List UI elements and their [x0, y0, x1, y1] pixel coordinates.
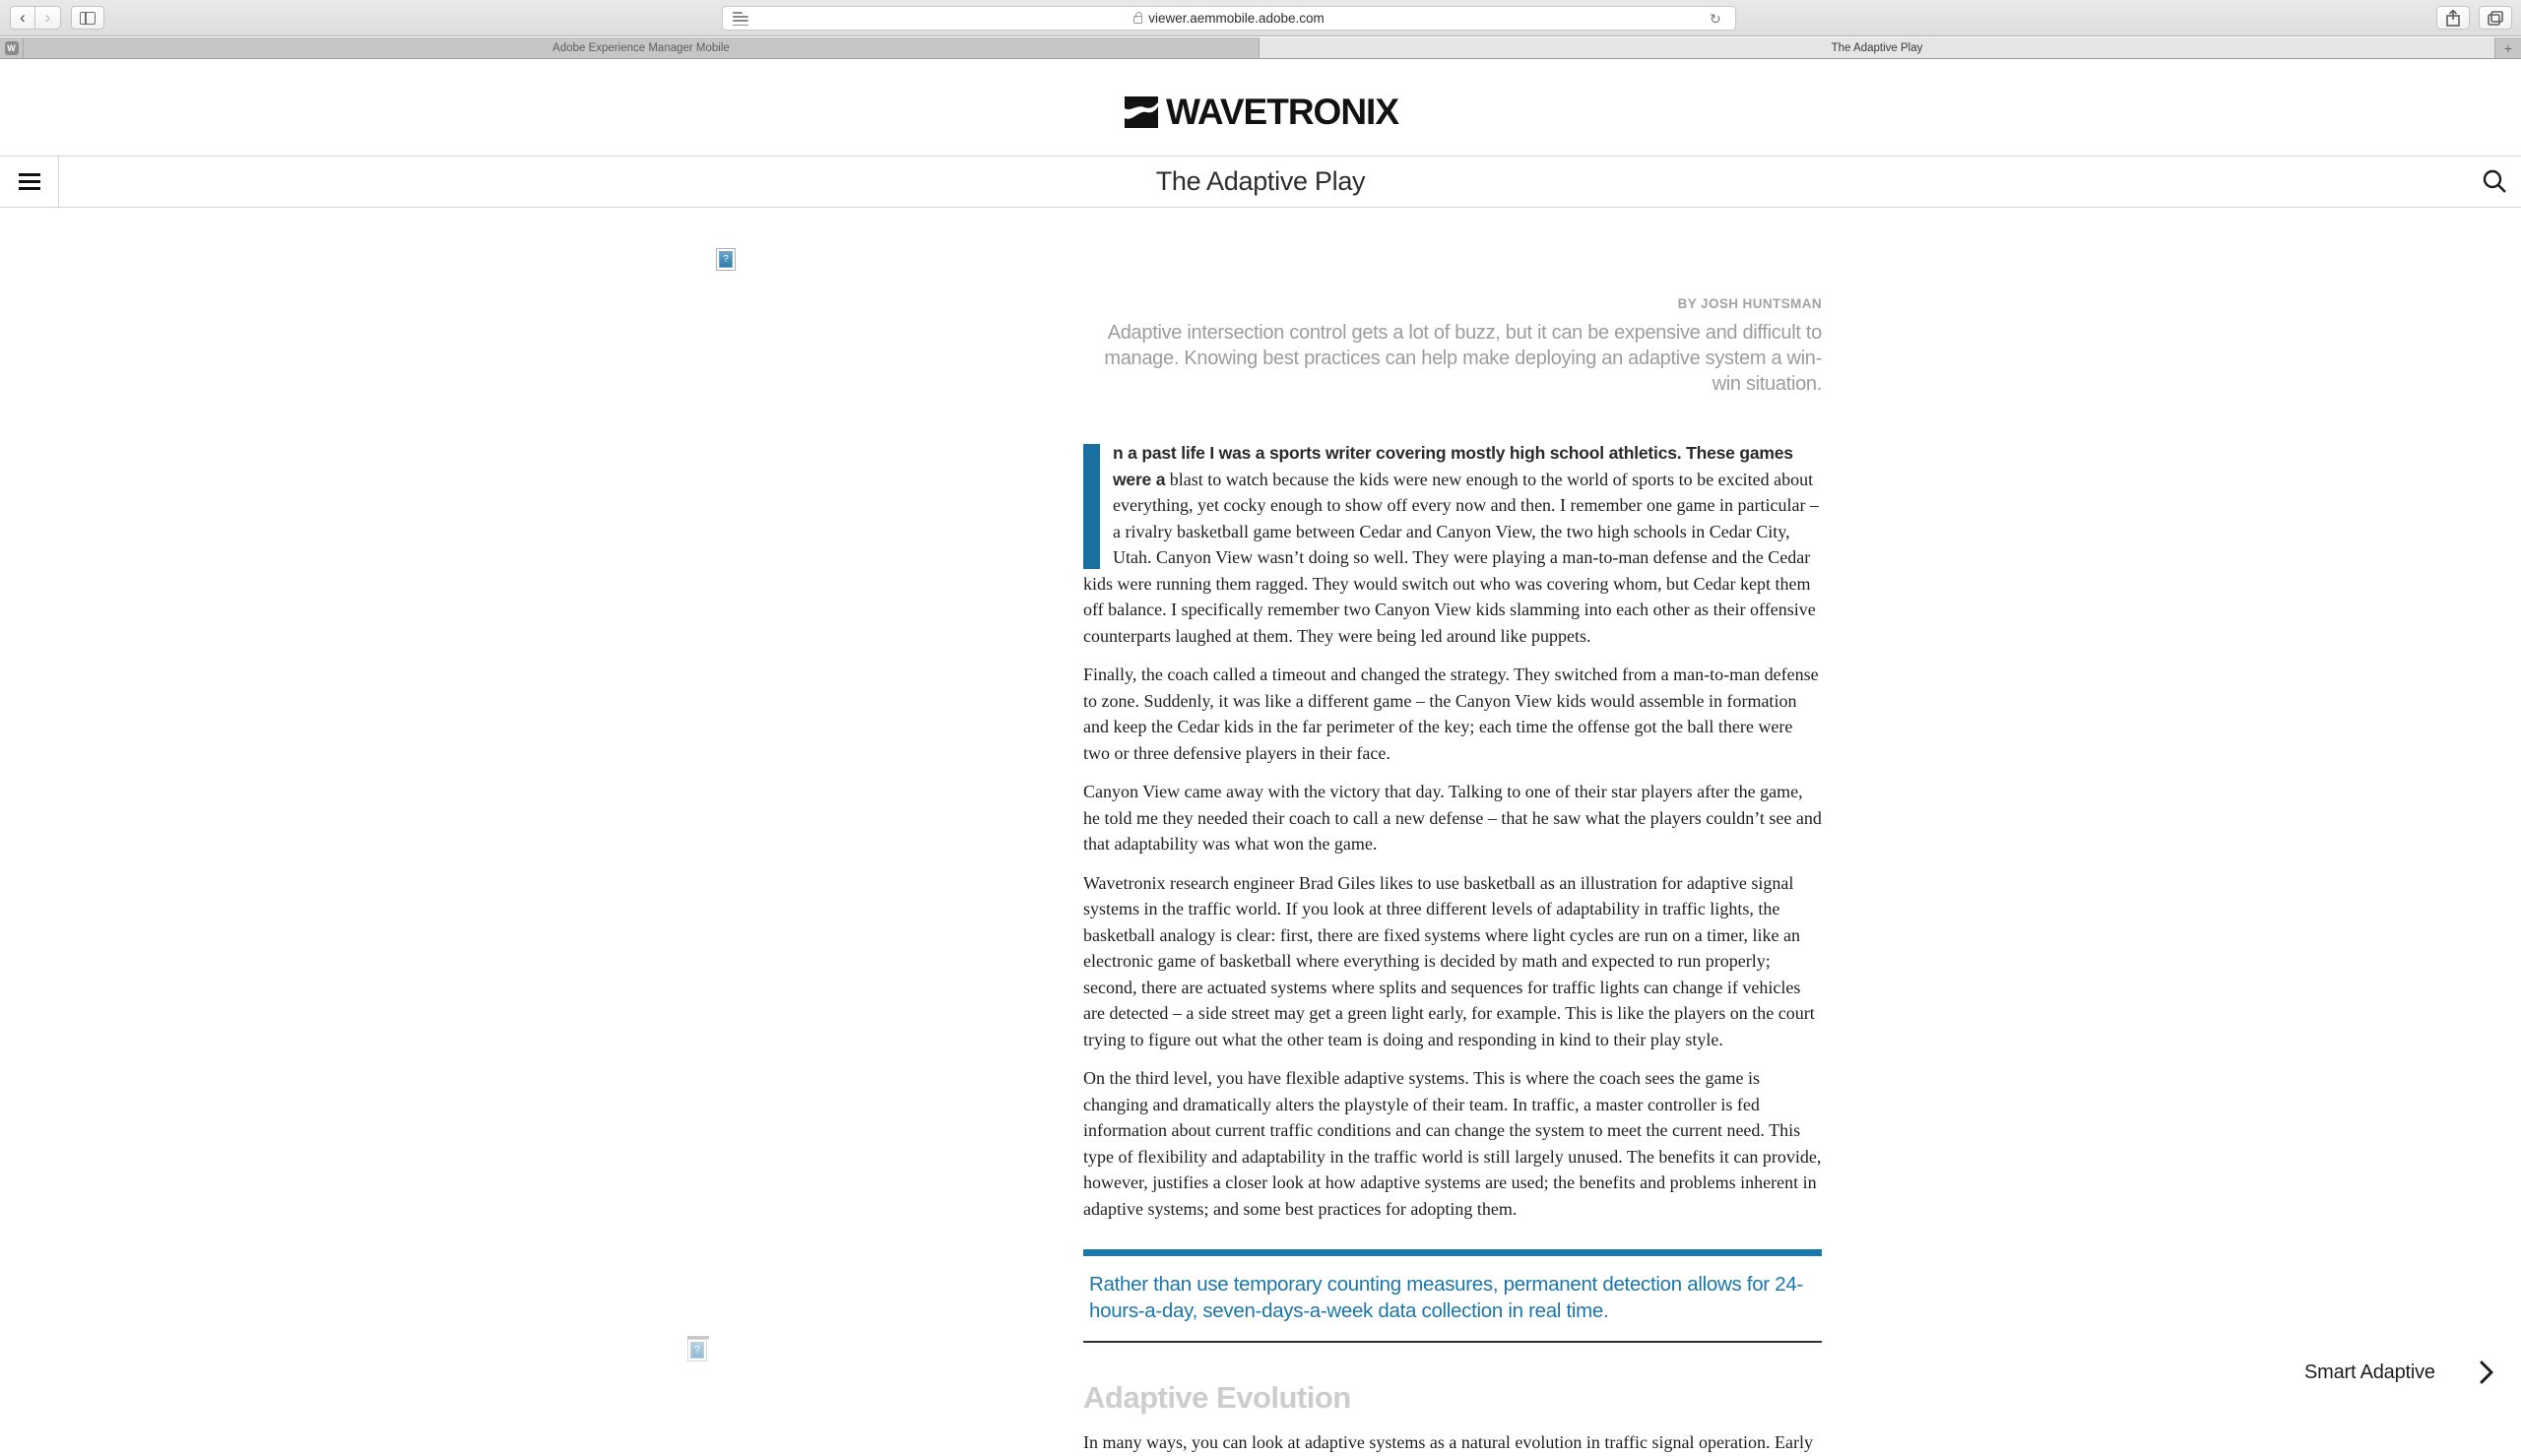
search-button[interactable] — [2480, 157, 2509, 207]
paragraph-text: blast to watch because the kids were new enough to the world of sports to be excited about everything, yet cocky enough to show off every now and then. I remember one game in particular – a rivalry basketball game between Cedar and Canyon View, the two high schools in Cedar City, Utah. Canyon View wasn’t doing so well. They were playing a man-to-man defense and the Cedar kids were running them ragged. They would switch out who was covering whom, but Cedar kept them off balance. I specifically remember two Canyon View kids slamming into each other as their offensive counterparts laughed at them. They were being led around like puppets. — [1083, 469, 1819, 646]
reload-button[interactable]: ↻ — [1710, 11, 1721, 27]
reader-mode-icon[interactable] — [733, 12, 748, 26]
section-heading: Adaptive Evolution — [1083, 1380, 1351, 1415]
lead-sentence: n a past life I was a sports writer covering mostly high school athletics. These games were a — [1113, 443, 1793, 489]
wavetronix-wordmark: WAVETRONIX — [1166, 92, 1398, 132]
tab-adobe-experience-manager[interactable]: Adobe Experience Manager Mobile — [24, 37, 1260, 58]
article-text — [1083, 440, 1822, 1222]
https-lock-icon — [1133, 16, 1142, 24]
paragraph-6: In many ways, you can look at adaptive systems as a natural evolution in traffic signal operation. Early — [1083, 1432, 1813, 1452]
next-article-link[interactable] — [2304, 1360, 2494, 1385]
page-title: The Adaptive Play — [1155, 166, 1366, 196]
share-button[interactable] — [2436, 6, 2470, 30]
paragraph-4: Wavetronix research engineer Brad Giles likes to use basketball as an illustration for adaptive signal systems in the traffic world. If you look at three different levels of adaptability in traffic lights, the basketball analogy is clear: first, there are fixed systems where light cycles are run on a timer, like an electronic game of basketball where everything is decided by math and expected to run properly; second, there are actuated systems where splits and sequences for traffic lights can change if vehicles are detected – a side street may get a green light early, for example. This is like the players on the court trying to figure out what the other team is doing and responding in kind to their play style. — [1083, 872, 1815, 1049]
browser-toolbar — [0, 0, 2521, 36]
article-nav-bar — [0, 156, 2521, 208]
wavetronix-logo — [0, 92, 2521, 133]
chevron-right-icon — [2479, 1360, 2494, 1385]
sidebar-toggle-button[interactable] — [71, 6, 104, 30]
pull-quote: Rather than use temporary counting measures, permanent detection allows for 24-hours-a-day, seven-days-a-week data collection in real time. — [1083, 1249, 1822, 1343]
share-icon — [2446, 10, 2460, 27]
page-content — [0, 60, 2521, 1452]
article-body — [1083, 296, 1822, 1456]
wavetronix-mark-icon — [1123, 96, 1158, 128]
pinned-tab-wavetronix[interactable] — [0, 37, 24, 58]
drop-cap — [1083, 444, 1100, 569]
pinned-tab-icon: W — [5, 41, 19, 55]
url-text: viewer.aemmobile.adobe.com — [1148, 11, 1325, 26]
tabs-overview-icon — [2488, 11, 2503, 26]
missing-image-icon: ? — [687, 1339, 707, 1361]
nav-button-group — [10, 6, 61, 30]
missing-image-icon: ? — [716, 248, 736, 271]
byline: BY JOSH HUNTSMAN — [1677, 296, 1822, 311]
sidebar-icon — [80, 12, 96, 25]
paragraph-2: Finally, the coach called a timeout and changed the strategy. They switched from a man-to-man defense to zone. Suddenly, it was like a different game – the Canyon View kids would assemble in formation and keep the Cedar kids in the far perimeter of the key; each time the offense got the ball there were two or three defensive players in their face. — [1083, 665, 1819, 763]
show-all-tabs-button[interactable] — [2479, 6, 2512, 30]
back-button[interactable]: ‹ — [10, 6, 35, 30]
search-icon — [2480, 167, 2509, 197]
new-tab-button[interactable]: + — [2503, 39, 2513, 56]
article-subtitle: Adaptive intersection control gets a lot of buzz, but it can be expensive and difficult to manage. Knowing best practices can help make deploying an adaptive system a win-win situation. — [1104, 322, 1822, 395]
next-article-label: Smart Adaptive — [2304, 1361, 2435, 1383]
paragraph-3: Canyon View came away with the victory that day. Talking to one of their star players after the game, he told me they needed their coach to call a new defense – that he saw what the players couldn’t see and that adaptability was what won the game. — [1083, 782, 1822, 854]
paragraph-5: On the third level, you have flexible adaptive systems. This is where the coach sees the game is changing and dramatically alters the playstyle of their team. In traffic, a master controller is fed information about current traffic conditions and can change the system to meet the current need. This type of flexibility and adaptability in the traffic world is still largely unused. The benefits it can provide, however, justifies a closer look at how adaptive systems are used; the benefits and problems inherent in adaptive systems; and some best practices for adopting them. — [1083, 1068, 1822, 1219]
address-bar[interactable] — [722, 6, 1736, 31]
tab-bar — [0, 37, 2521, 59]
forward-button[interactable]: › — [35, 6, 61, 30]
paragraph-1 — [1083, 440, 1822, 649]
tab-the-adaptive-play[interactable]: The Adaptive Play — [1260, 37, 2495, 58]
